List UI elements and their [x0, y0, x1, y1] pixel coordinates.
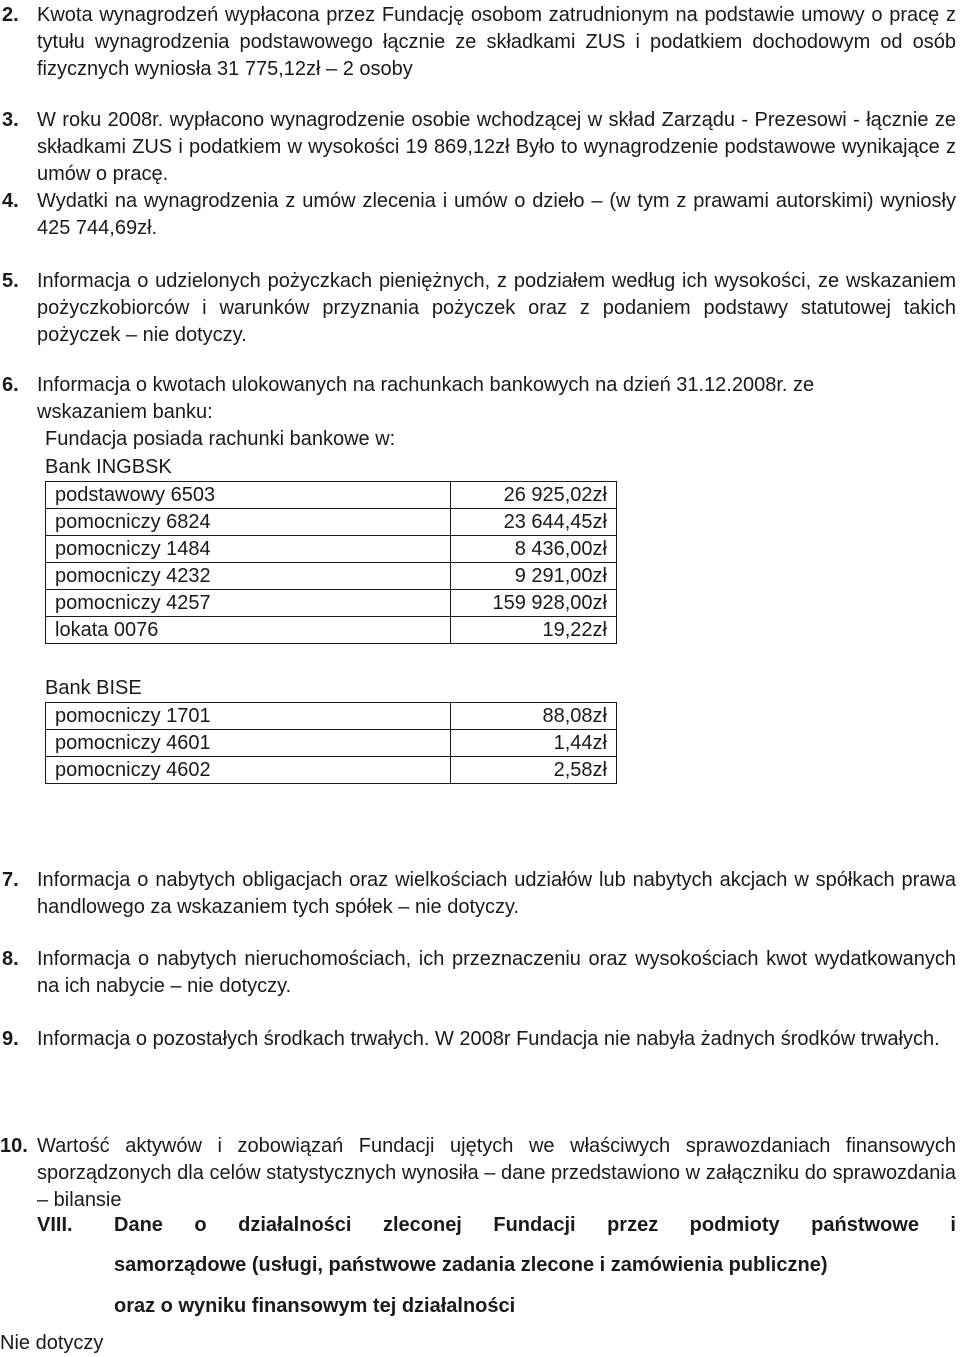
item-number: 2. [2, 4, 19, 26]
item-text: Informacja o nabytych obligacjach oraz wielkościach udziałów lub nabytych akcjach w spółkach prawa handlowego za wskazaniem tych spółek – nie dotyczy. [37, 869, 956, 918]
account-name: pomocniczy 6824 [46, 509, 451, 536]
account-amount: 88,08zł [451, 703, 617, 730]
account-amount: 159 928,00zł [451, 590, 617, 617]
account-name: pomocniczy 4232 [46, 563, 451, 590]
item-text: Informacja o udzielonych pożyczkach pieniężnych, z podziałem według ich wysokości, ze wskazaniem pożyczkobiorców i warunków przyznania pożyczek oraz z podaniem podstawy statutowej takich pożyczek – nie dotyczy. [37, 270, 956, 346]
bank-accounts-table [45, 481, 617, 644]
account-name: pomocniczy 1484 [46, 536, 451, 563]
item-text: W roku 2008r. wypłacono wynagrodzenie osobie wchodzącej w skład Zarządu - Prezesowi - łącznie ze składkami ZUS i podatkiem w wysokości 19 869,12zł Było to wynagrodzenie podstawowe wynikające z umów o pracę. [37, 109, 956, 185]
item-number: 6. [2, 374, 19, 396]
section-title-line-3: oraz o wyniku finansowym tej działalności [114, 1295, 516, 1317]
account-amount: 9 291,00zł [451, 563, 617, 590]
item-3 [0, 107, 956, 188]
item-10 [0, 1133, 956, 1214]
item-text: Informacja o nabytych nieruchomościach, ich przeznaczeniu oraz wysokościach kwot wydatkowanych na ich nabycie – nie dotyczy. [37, 948, 956, 997]
account-amount: 2,58zł [451, 757, 617, 784]
section-title-line-2: samorządowe (usługi, państwowe zadania zlecone i zamówienia publiczne) [114, 1254, 828, 1276]
account-amount: 26 925,02zł [451, 482, 617, 509]
account-amount: 23 644,45zł [451, 509, 617, 536]
account-amount: 1,44zł [451, 730, 617, 757]
item-text: Informacja o pozostałych środkach trwałych. W 2008r Fundacja nie nabyła żadnych środków trwałych. [37, 1028, 940, 1050]
section-number: VIII. [37, 1214, 73, 1236]
item-7 [0, 867, 956, 921]
item-text-line-2: wskazaniem banku: [37, 401, 213, 423]
item-number: 4. [2, 190, 19, 212]
item-number: 9. [2, 1028, 19, 1050]
item-8 [0, 946, 956, 1000]
table-row [46, 617, 617, 644]
item-text: Kwota wynagrodzeń wypłacona przez Fundację osobom zatrudnionym na podstawie umowy o pracę z tytułu wynagrodzenia podstawowego łącznie ze składkami ZUS i podatkiem dochodowym od osób fizycznych wyniosła 31 775,12zł – 2 osoby [37, 4, 956, 80]
item-number: 8. [2, 948, 19, 970]
section-title-line-1: Dane o działalności zleconej Fundacji przez podmioty państwowe i [114, 1214, 956, 1236]
bank-name: Bank BISE [45, 677, 142, 699]
account-name: lokata 0076 [46, 617, 451, 644]
table-row [46, 590, 617, 617]
table-row [46, 563, 617, 590]
bank-intro: Fundacja posiada rachunki bankowe w: [45, 428, 396, 450]
item-number: 5. [2, 270, 19, 292]
item-5 [0, 268, 956, 349]
bank-name: Bank INGBSK [45, 456, 172, 478]
item-number: 7. [2, 869, 19, 891]
item-number: 3. [2, 109, 19, 131]
account-name: pomocniczy 1701 [46, 703, 451, 730]
item-text-line-1: Informacja o kwotach ulokowanych na rachunkach bankowych na dzień 31.12.2008r. ze [37, 374, 815, 396]
table-row [46, 730, 617, 757]
item-4 [0, 188, 956, 242]
item-text: Wydatki na wynagrodzenia z umów zlecenia i umów o dzieło – (w tym z prawami autorskimi) wyniosły 425 744,69zł. [37, 190, 956, 239]
section-footer-text: Nie dotyczy [0, 1332, 104, 1354]
table-row [46, 757, 617, 784]
account-name: podstawowy 6503 [46, 482, 451, 509]
item-number: 10. [0, 1135, 28, 1157]
table-row [46, 509, 617, 536]
account-name: pomocniczy 4257 [46, 590, 451, 617]
account-name: pomocniczy 4602 [46, 757, 451, 784]
item-6 [0, 372, 956, 426]
account-amount: 19,22zł [451, 617, 617, 644]
table-row [46, 482, 617, 509]
item-2 [0, 2, 956, 83]
table-row [46, 536, 617, 563]
account-name: pomocniczy 4601 [46, 730, 451, 757]
item-9 [0, 1026, 956, 1053]
item-text: Wartość aktywów i zobowiązań Fundacji ujętych we właściwych sprawozdaniach finansowych sporządzonych dla celów statystycznych wynosiła – dane przedstawiono w załączniku do sprawozdania – bilansie [37, 1135, 956, 1211]
bank-accounts-table [45, 702, 617, 784]
account-amount: 8 436,00zł [451, 536, 617, 563]
table-row [46, 703, 617, 730]
